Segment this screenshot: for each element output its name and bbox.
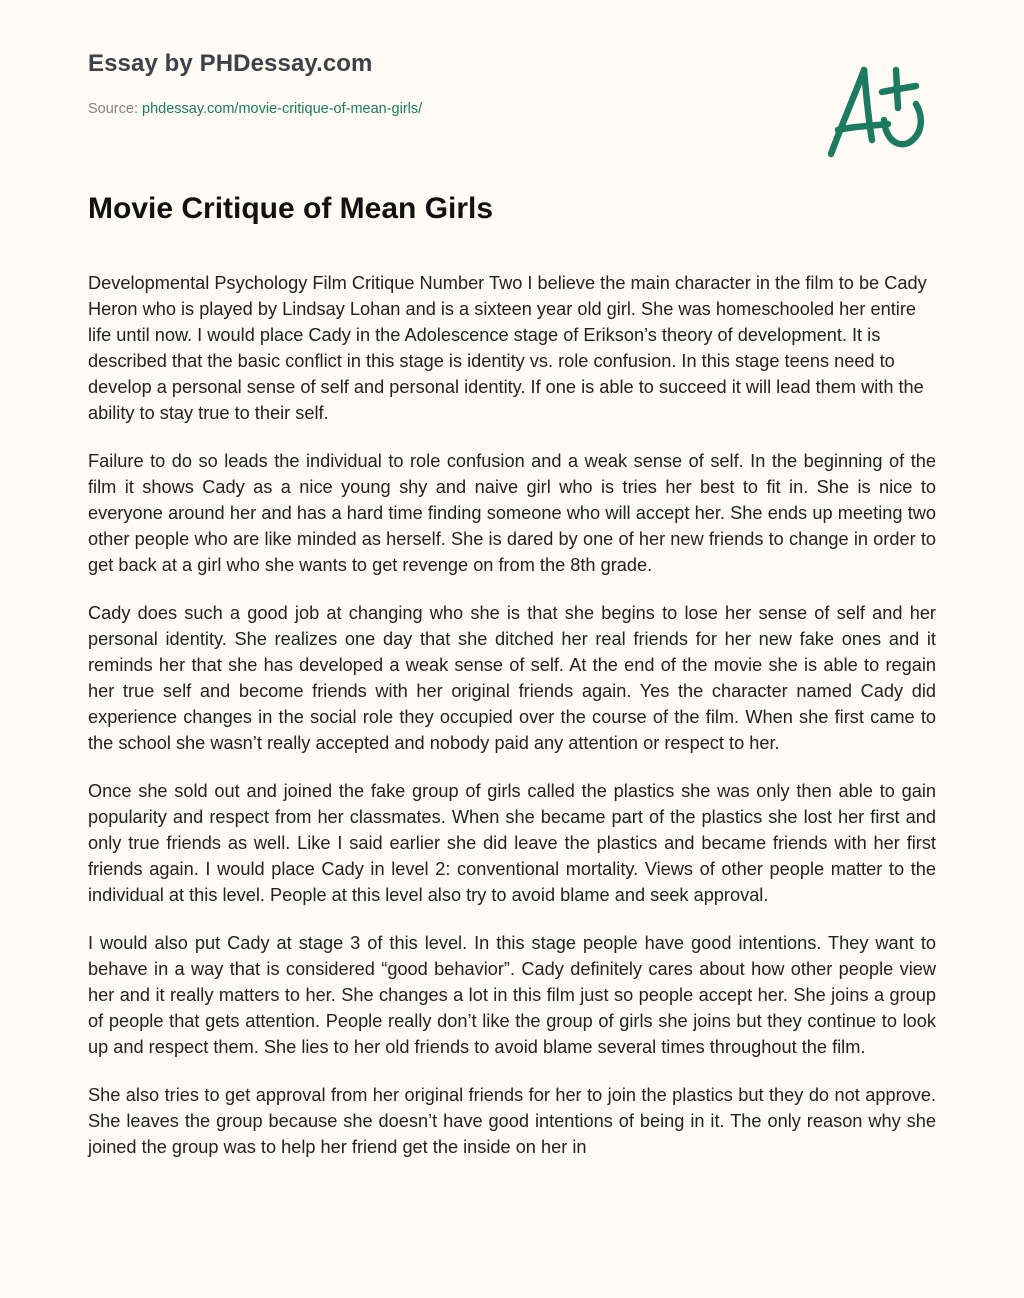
source-line — [88, 101, 422, 117]
site-title: Essay by PHDessay.com — [88, 50, 373, 77]
essay-paragraph: I would also put Cady at stage 3 of this level. In this stage people have good intentions. They want to behave in a way that is considered “good behavior”. Cady definitely cares about how other people view her and it really matters to her. She changes a lot in this film just so people accept her. She joins a group of people that gets attention. People really don’t like the group of girls she joins but they continue to look up and respect them. She lies to her old friends to avoid blame several times throughout the film. — [88, 933, 936, 1057]
essay-paragraph: Once she sold out and joined the fake group of girls called the plastics she was only then able to gain popularity and respect from her classmates. When she became part of the plastics she lost her first and only true friends as well. Like I said earlier she did leave the plastics and became friends with her first friends again. I would place Cady in level 2: conventional mortality. Views of other people matter to the individual at this level. People at this level also try to avoid blame and seek approval. — [88, 781, 936, 905]
a-plus-grade-icon — [828, 62, 938, 162]
source-label: Source: — [88, 101, 142, 117]
essay-paragraph: She also tries to get approval from her original friends for her to join the plastics but they do not approve. She leaves the group because she doesn’t have good intentions of being in it. The only reason why she joined the group was to help her friend get the inside on her in — [88, 1085, 936, 1157]
essay-paragraph: Failure to do so leads the individual to role confusion and a weak sense of self. In the beginning of the film it shows Cady as a nice young shy and naive girl who is tries her best to fit in. She is nice to everyone around her and has a hard time finding someone who will accept her. She ends up meeting two other people who are like minded as herself. She is dared by one of her new friends to change in order to get back at a girl who she wants to get revenge on from the 8th grade. — [88, 451, 936, 575]
essay-paragraph: Developmental Psychology Film Critique Number Two I believe the main character in the film to be Cady Heron who is played by Lindsay Lohan and is a sixteen year old girl. She was homeschooled her entire life until now. I would place Cady in the Adolescence stage of Erikson’s theory of development. It is described that the basic conflict in this stage is identity vs. role confusion. In this stage teens need to develop a personal sense of self and personal identity. If one is able to succeed it will lead them with the ability to stay true to their self. — [88, 273, 927, 423]
source-link[interactable]: phdessay.com/movie-critique-of-mean-girls/ — [142, 101, 423, 117]
essay-title: Movie Critique of Mean Girls — [88, 192, 494, 225]
essay-body — [88, 270, 936, 1182]
essay-paragraph: Cady does such a good job at changing who she is that she begins to lose her sense of self and her personal identity. She realizes one day that she ditched her real friends for her new fake ones and it reminds her that she has developed a weak sense of self. At the end of the movie she is able to regain her true self and become friends with her original friends again. Yes the character named Cady did experience changes in the social role they occupied over the course of the film. When she first came to the school she wasn’t really accepted and nobody paid any attention or respect to her. — [88, 603, 936, 753]
